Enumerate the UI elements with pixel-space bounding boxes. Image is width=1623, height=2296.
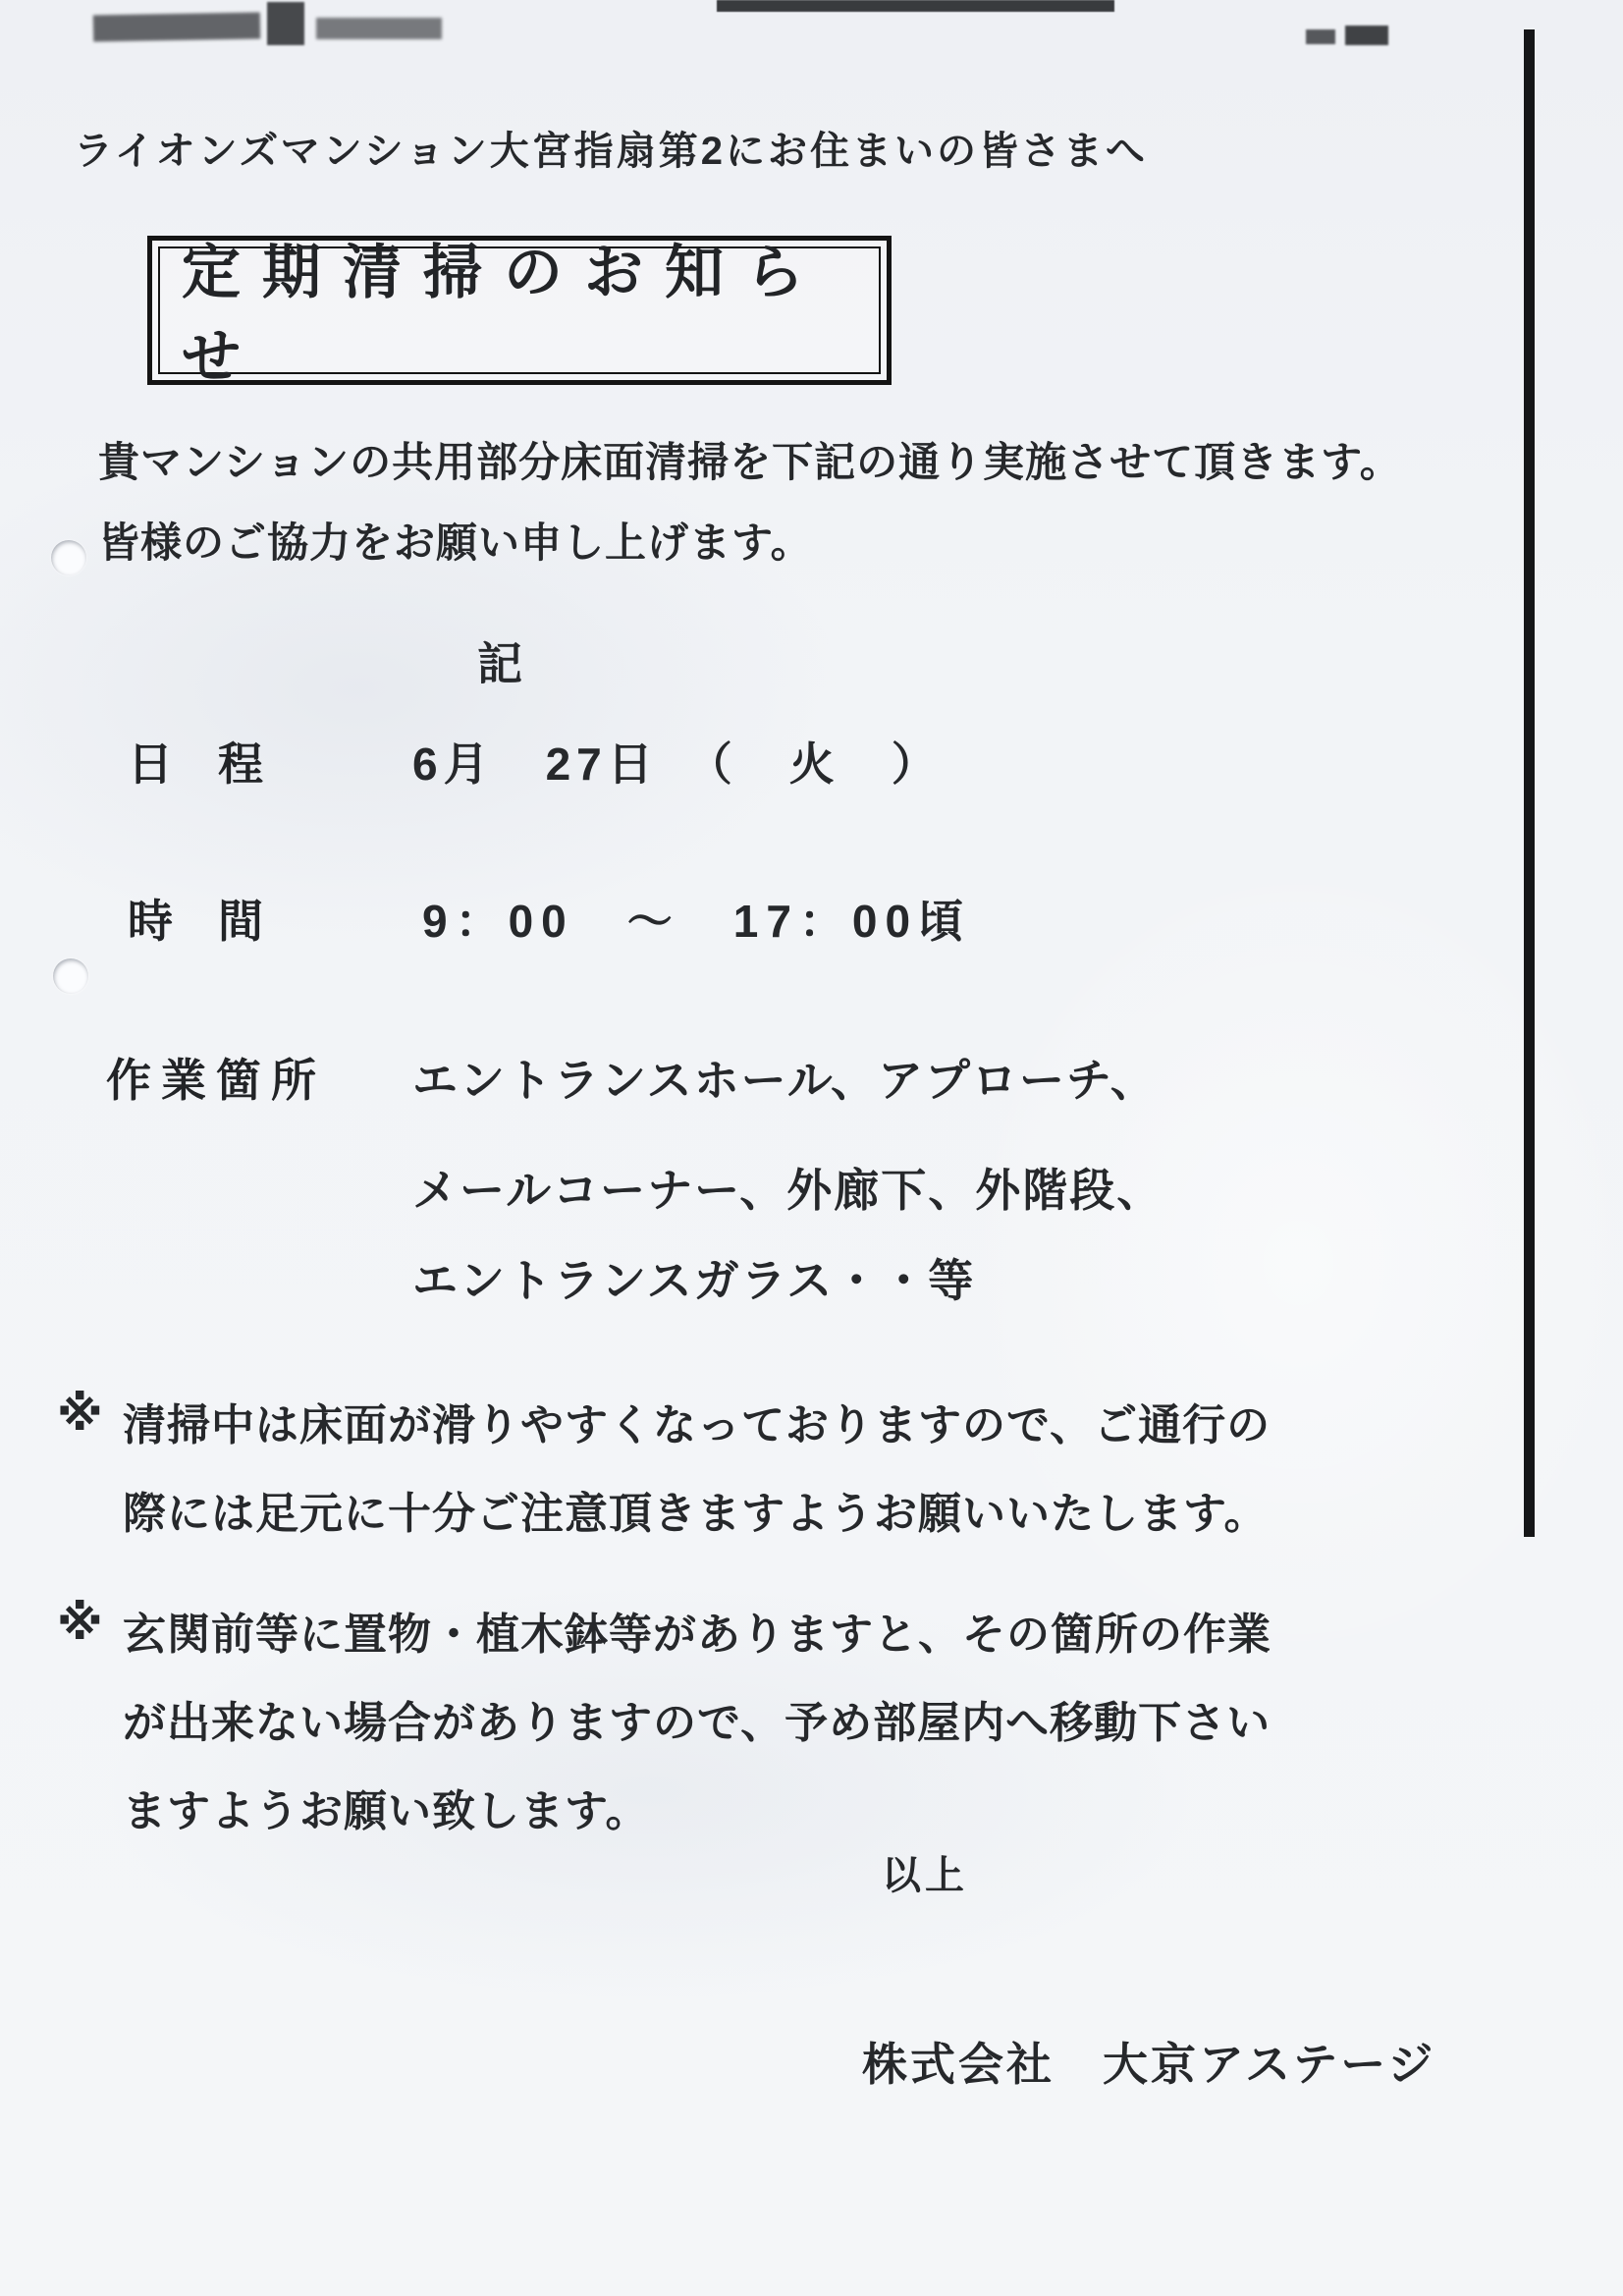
note-2-marker: ※ (57, 1598, 103, 1650)
scan-smudge-top-right-line (717, 0, 1114, 12)
note-2-line-3: ますようお願い致します。 (123, 1787, 650, 1835)
issuer-name: 株式会社 大京アステージ (862, 2039, 1436, 2090)
date-label: 日 程 (128, 738, 263, 790)
work-area-line-2: メールコーナー、外廊下、外階段、 (412, 1165, 1164, 1216)
scan-smudge-top-right-mark-1 (1306, 29, 1335, 44)
hole-punch-top (51, 540, 86, 575)
page-title: 定期清掃のお知らせ (182, 240, 826, 390)
note-2-line-1: 玄関前等に置物・植木鉢等がありますと、その箇所の作業 (123, 1611, 1271, 1659)
note-2-line-2: が出来ない場合がありますので、予め部屋内へ移動下さい (123, 1699, 1271, 1747)
note-1-line-2: 際には足元に十分ご注意頂きますようお願いいたします。 (123, 1490, 1269, 1538)
scan-smudge-top-left (93, 13, 260, 42)
intro-line-2: 皆様のご協力をお願い申し上げます。 (98, 519, 813, 566)
work-area-line-3: エントランスガラス・・等 (412, 1255, 976, 1306)
record-marker: 記 (477, 638, 522, 689)
notice-title-inner-border (158, 240, 881, 390)
time-value: 9：00 ～ 17：00頃 (422, 896, 972, 947)
work-area-line-1: エントランスホール、アプローチ、 (412, 1055, 1158, 1106)
scan-edge-vertical-line (1524, 29, 1535, 1537)
time-label: 時 間 (128, 896, 263, 947)
closing-word: 以上 (882, 1854, 968, 1897)
note-1-marker: ※ (57, 1389, 103, 1441)
note-1-line-1: 清掃中は床面が滑りやすくなっておりますので、ご通行の (123, 1401, 1271, 1449)
date-value: 6月 27日 （ 火 ） (412, 738, 943, 790)
scan-smudge-top-right-mark-2 (1345, 26, 1388, 45)
work-area-label: 作業箇所 (106, 1055, 326, 1106)
notice-title-box (147, 236, 892, 390)
addressee-line: ライオンズマンション大宮指扇第2にお住まいの皆さまへ (74, 130, 1149, 173)
scan-smudge-top-left-blob (267, 2, 304, 45)
intro-line-1: 貴マンションの共用部分床面清掃を下記の通り実施させて頂きます。 (98, 439, 1402, 485)
hole-punch-bottom (53, 958, 88, 994)
scan-smudge-top-left-2 (316, 18, 442, 39)
